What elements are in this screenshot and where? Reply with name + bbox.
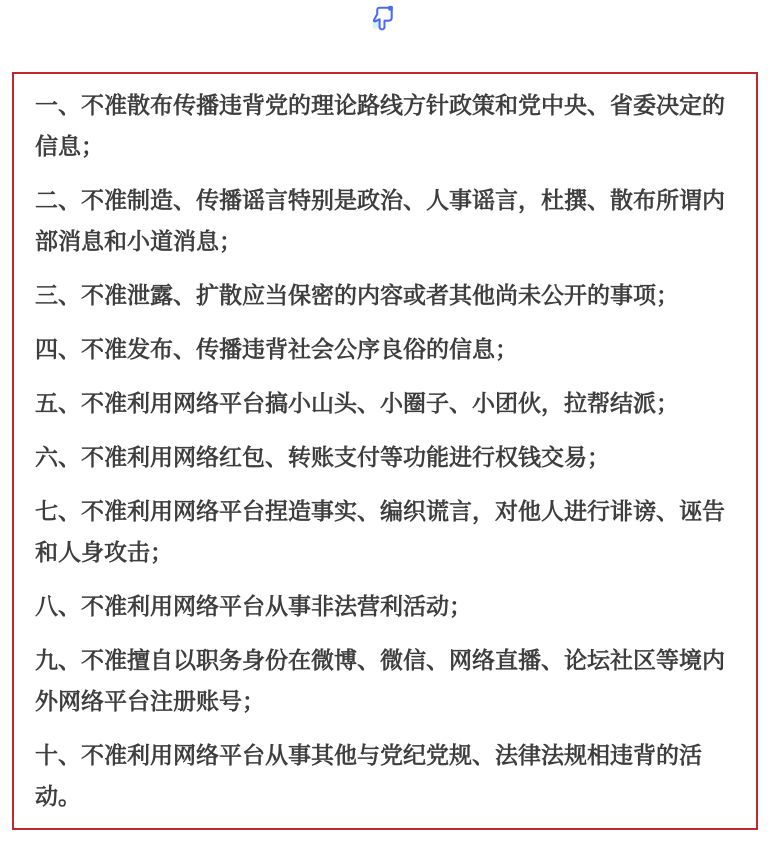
top-icon-row (0, 0, 768, 35)
rule-item-3: 三、不准泄露、扩散应当保密的内容或者其他尚未公开的事项； (35, 282, 679, 308)
rule-item-10: 十、不准利用网络平台从事其他与党纪党规、法律法规相违背的活动。 (35, 742, 702, 809)
pointing-down-hand-icon (369, 3, 399, 35)
rules-box (12, 72, 758, 830)
rule-item-7: 七、不准利用网络平台捏造事实、编织谎言，对他人进行诽谤、诬告和人身攻击； (35, 498, 725, 565)
rule-item-1: 一、不准散布传播违背党的理论路线方针政策和党中央、省委决定的信息； (35, 92, 725, 159)
rule-item-5: 五、不准利用网络平台搞小山头、小圈子、小团伙，拉帮结派； (35, 390, 679, 416)
rule-item-4: 四、不准发布、传播违背社会公序良俗的信息； (35, 336, 518, 362)
rule-item-9: 九、不准擅自以职务身份在微博、微信、网络直播、论坛社区等境内外网络平台注册账号； (35, 647, 725, 714)
rule-item-2: 二、不准制造、传播谣言特别是政治、人事谣言，杜撰、散布所谓内部消息和小道消息； (35, 187, 725, 254)
rule-item-6: 六、不准利用网络红包、转账支付等功能进行权钱交易； (35, 444, 610, 470)
rule-item-8: 八、不准利用网络平台从事非法营利活动； (35, 593, 472, 619)
icon-cuff-shape (388, 6, 393, 11)
